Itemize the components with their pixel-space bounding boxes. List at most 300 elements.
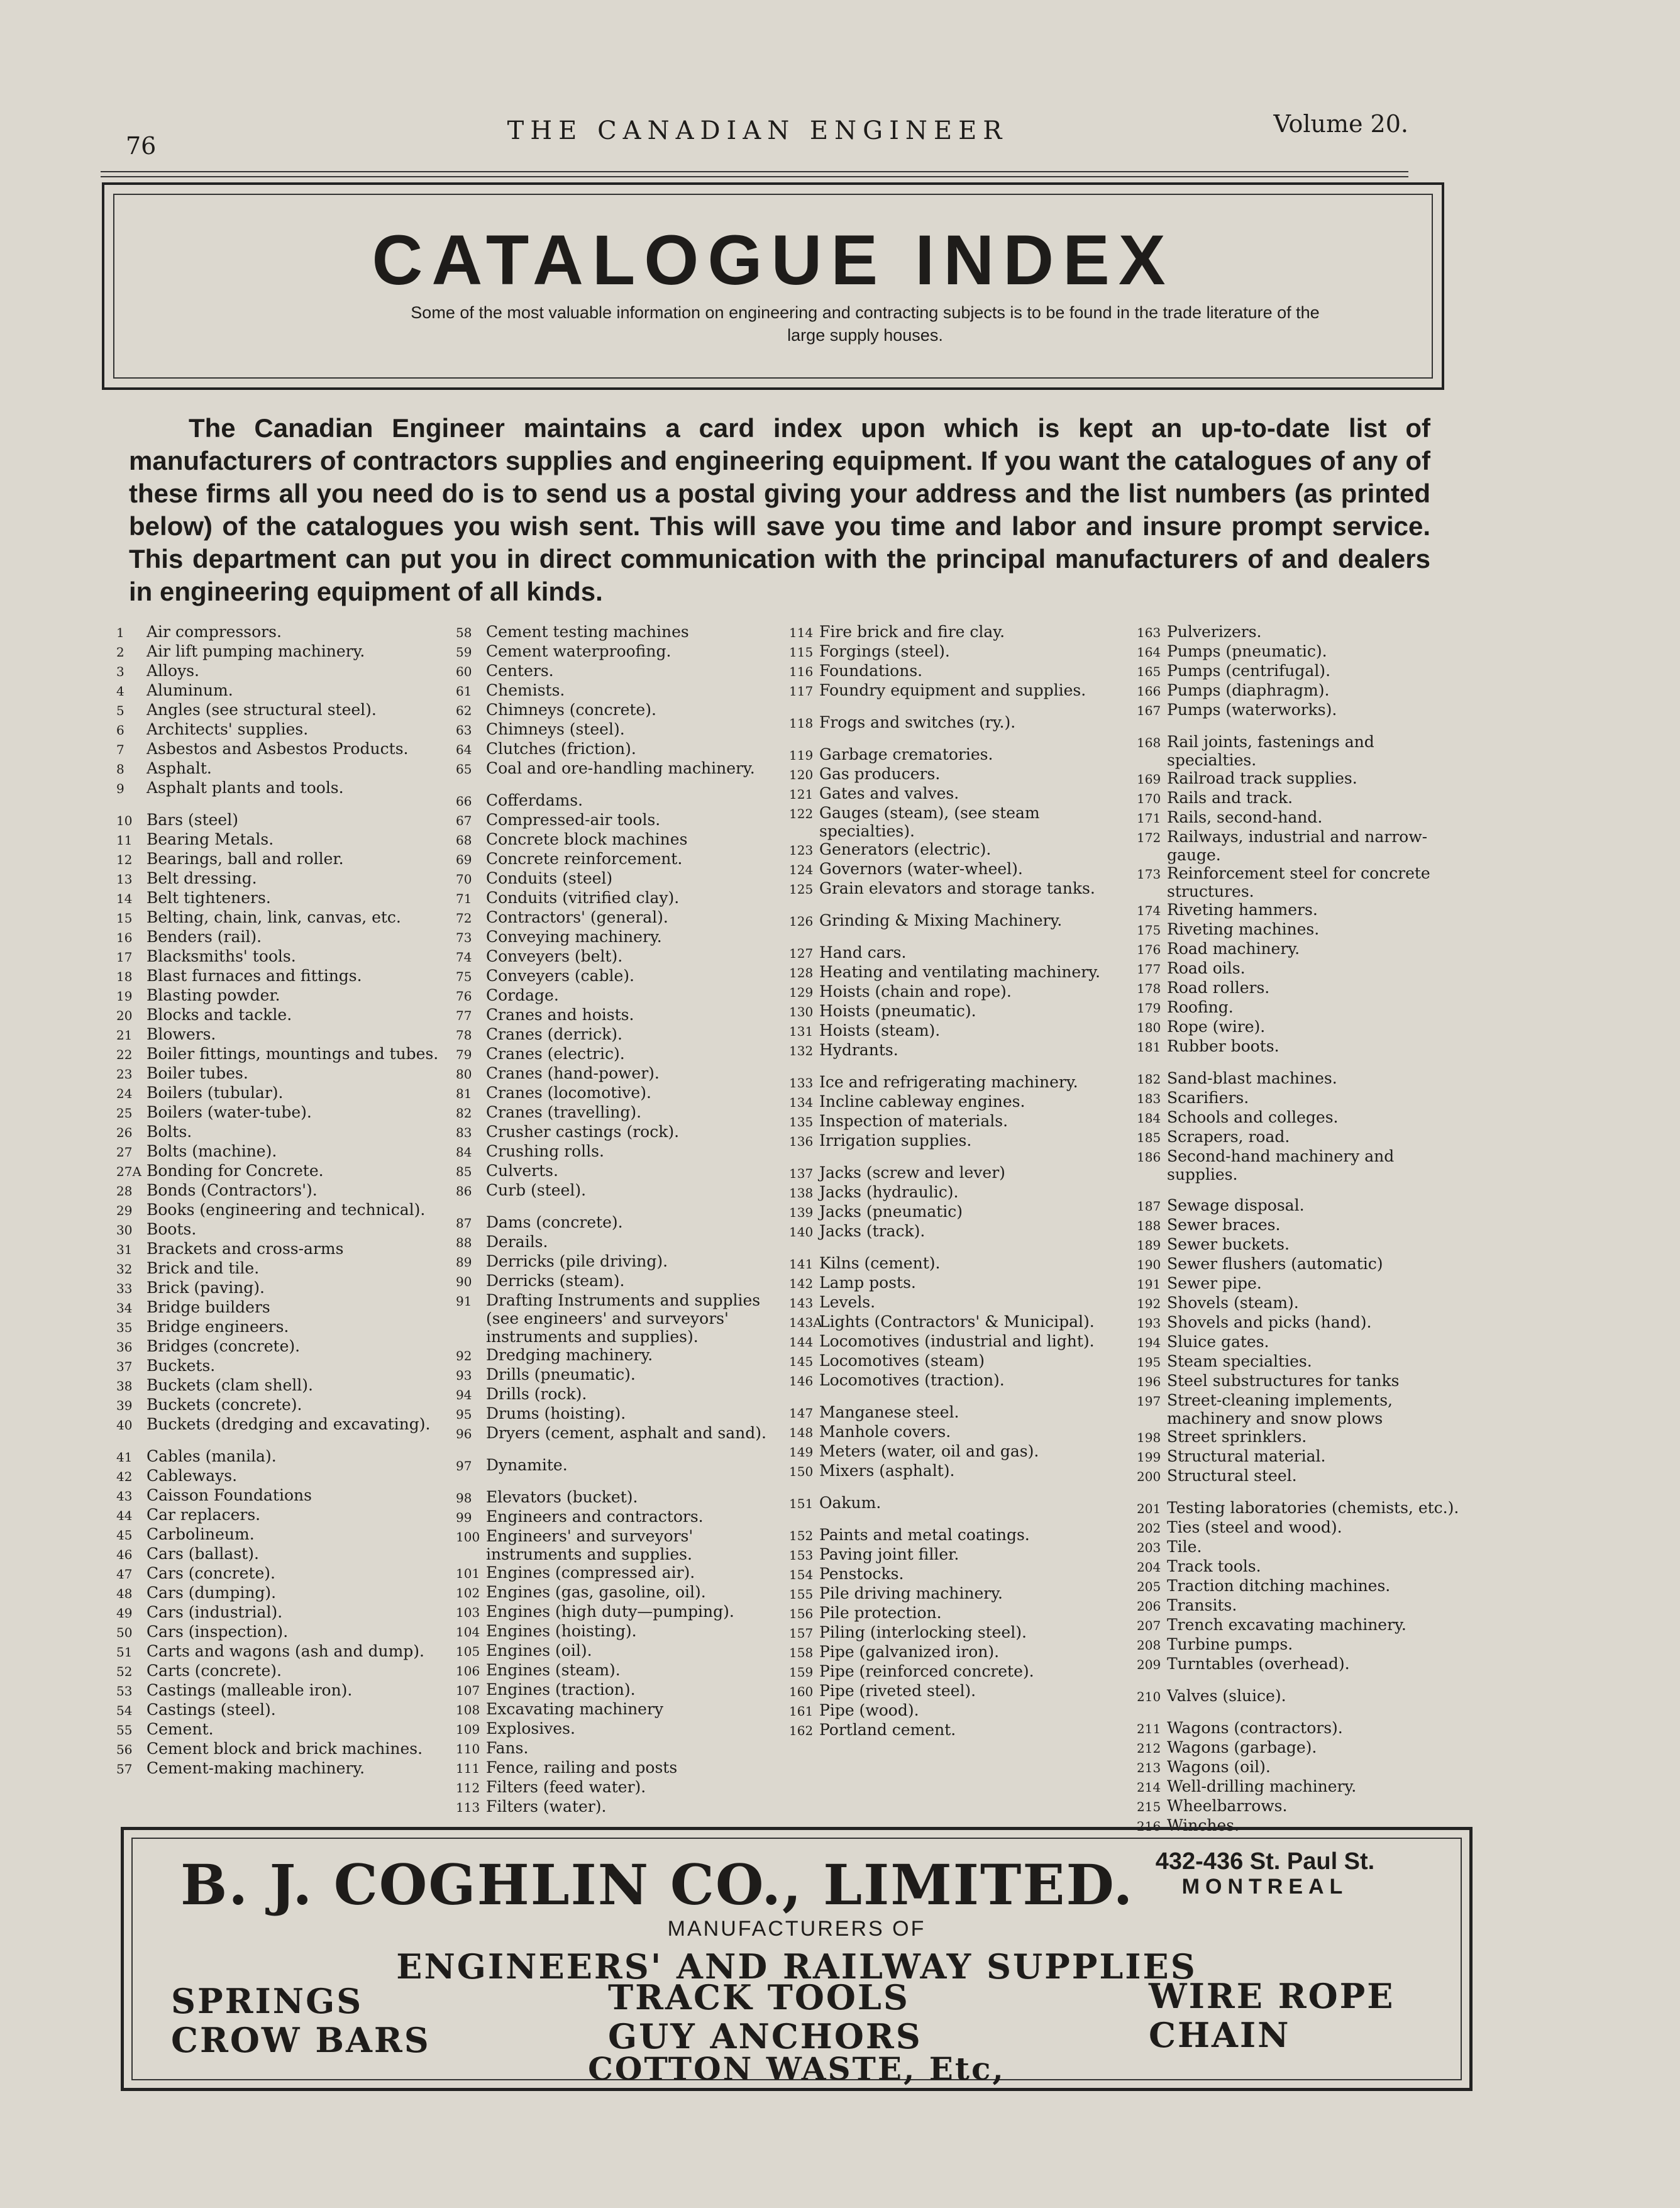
index-entry-text: Road machinery. xyxy=(1167,940,1300,958)
index-entry xyxy=(1137,1518,1464,1538)
index-entry xyxy=(456,681,783,701)
index-entry xyxy=(456,1797,783,1817)
index-entry-number: 81 xyxy=(456,1086,472,1101)
index-entry-text: Angles (see structural steel). xyxy=(146,701,377,719)
index-entry-number: 173 xyxy=(1137,867,1161,882)
index-entry-number: 149 xyxy=(789,1445,814,1460)
index-entry-number: 182 xyxy=(1137,1072,1161,1087)
index-entry-text: Brackets and cross-arms xyxy=(146,1240,344,1258)
index-entry-number: 100 xyxy=(456,1529,480,1545)
index-entry xyxy=(789,1442,1116,1462)
index-entry-text: Pipe (riveted steel). xyxy=(819,1682,976,1700)
index-entry-text: Carbolineum. xyxy=(146,1525,255,1543)
index-entry-number: 202 xyxy=(1137,1521,1161,1536)
index-entry-number: 186 xyxy=(1137,1150,1161,1165)
index-entry xyxy=(789,765,1116,784)
index-entry xyxy=(1137,920,1464,940)
index-entry-text: Derricks (pile driving). xyxy=(486,1252,668,1270)
index-entry-number: 213 xyxy=(1137,1760,1161,1775)
index-entry-text: Asphalt. xyxy=(146,759,212,777)
index-entry-text: Cars (inspection). xyxy=(146,1623,289,1641)
ad-product-track-tools: TRACK TOOLS xyxy=(608,1977,910,2017)
index-entry-number: 70 xyxy=(456,872,472,887)
index-entry-text: Gas producers. xyxy=(819,765,941,783)
index-entry xyxy=(116,1739,443,1759)
index-entry xyxy=(456,1252,783,1272)
index-entry-text: Locomotives (steam) xyxy=(819,1351,985,1370)
index-entry xyxy=(456,1291,783,1346)
index-entry xyxy=(456,701,783,720)
index-entry xyxy=(116,1084,443,1103)
index-entry xyxy=(116,1356,443,1376)
index-entry-text: Drums (hoisting). xyxy=(486,1404,626,1423)
index-entry-text: Foundry equipment and supplies. xyxy=(819,681,1086,699)
index-entry-text: Transits. xyxy=(1167,1596,1237,1614)
index-entry-number: 23 xyxy=(116,1067,133,1082)
index-entry-number: 214 xyxy=(1137,1780,1161,1795)
index-entry-number: 14 xyxy=(116,891,133,906)
index-entry xyxy=(1137,623,1464,642)
index-entry-number: 118 xyxy=(789,716,814,731)
index-entry xyxy=(456,1424,783,1443)
index-entry xyxy=(1137,1216,1464,1235)
index-entry xyxy=(789,840,1116,860)
index-entry-text: Jacks (hydraulic). xyxy=(819,1183,959,1201)
index-entry xyxy=(456,662,783,681)
index-entry xyxy=(789,1403,1116,1423)
index-entry xyxy=(1137,1235,1464,1255)
index-entry-number: 180 xyxy=(1137,1020,1161,1035)
index-entry-text: Blast furnaces and fittings. xyxy=(146,967,362,985)
index-entry xyxy=(789,879,1116,899)
index-entry xyxy=(456,811,783,830)
index-entry xyxy=(116,830,443,850)
index-entry xyxy=(456,869,783,889)
index-entry xyxy=(456,1602,783,1622)
index-entry-text: Derricks (steam). xyxy=(486,1272,625,1290)
index-entry xyxy=(789,1701,1116,1721)
index-entry-number: 215 xyxy=(1137,1799,1161,1814)
index-entry-text: Meters (water, oil and gas). xyxy=(819,1442,1039,1460)
index-entry-number: 135 xyxy=(789,1114,814,1129)
ad-manufacturers-of: MANUFACTURERS OF xyxy=(667,1917,926,1941)
index-entry xyxy=(1137,1294,1464,1313)
index-entry-text: Cars (industrial). xyxy=(146,1603,283,1621)
index-entry-text: Belt dressing. xyxy=(146,869,257,887)
index-entry-text: Wagons (garbage). xyxy=(1167,1738,1317,1756)
index-entry-text: Roofing. xyxy=(1167,998,1234,1016)
index-entry xyxy=(1137,662,1464,681)
index-entry-text: Buckets (concrete). xyxy=(146,1395,302,1414)
index-entry xyxy=(1137,1108,1464,1128)
index-entry-number: 150 xyxy=(789,1464,814,1479)
index-entry-number: 140 xyxy=(789,1224,814,1240)
index-entry-number: 153 xyxy=(789,1548,814,1563)
index-entry-text: Caisson Foundations xyxy=(146,1486,312,1504)
index-entry-text: Dredging machinery. xyxy=(486,1346,653,1364)
index-entry-text: Sewer braces. xyxy=(1167,1216,1281,1234)
index-entry xyxy=(789,1662,1116,1682)
index-entry-number: 205 xyxy=(1137,1579,1161,1594)
index-entry-text: Sand-blast machines. xyxy=(1167,1069,1337,1087)
index-entry xyxy=(456,791,783,811)
index-entry-number: 119 xyxy=(789,748,814,763)
index-entry-number: 152 xyxy=(789,1528,814,1543)
index-entry xyxy=(789,1332,1116,1351)
index-entry-text: Boilers (tubular). xyxy=(146,1084,284,1102)
index-entry-number: 59 xyxy=(456,645,472,660)
index-entry-text: Road rollers. xyxy=(1167,979,1270,997)
index-entry-number: 56 xyxy=(116,1742,133,1757)
index-entry-text: Grinding & Mixing Machinery. xyxy=(819,911,1063,929)
index-entry-text: Engines (traction). xyxy=(486,1680,636,1699)
index-entry-number: 139 xyxy=(789,1205,814,1220)
index-entry xyxy=(456,1700,783,1719)
index-entry-text: Hand cars. xyxy=(819,943,907,962)
index-entry-text: Engines (hoisting). xyxy=(486,1622,637,1640)
index-entry-text: Rubber boots. xyxy=(1167,1037,1279,1055)
index-entry-text: Valves (sluice). xyxy=(1167,1687,1286,1705)
index-entry xyxy=(789,1222,1116,1241)
index-entry xyxy=(456,1084,783,1103)
index-entry-text: Levels. xyxy=(819,1293,876,1311)
index-entry xyxy=(1137,940,1464,959)
index-entry-text: Structural material. xyxy=(1167,1447,1326,1465)
index-entry-text: Excavating machinery xyxy=(486,1700,664,1718)
index-entry-text: Railways, industrial and narrow-gauge. xyxy=(1167,828,1428,864)
index-entry-number: 141 xyxy=(789,1257,814,1272)
index-entry xyxy=(116,662,443,681)
index-entry-number: 75 xyxy=(456,969,472,984)
index-entry xyxy=(789,1565,1116,1584)
index-entry-text: Cranes and hoists. xyxy=(486,1006,634,1024)
index-entry xyxy=(789,1073,1116,1092)
index-entry-number: 71 xyxy=(456,891,472,906)
index-entry xyxy=(116,1642,443,1662)
index-entry-text: Tile. xyxy=(1167,1538,1202,1556)
index-entry-number: 34 xyxy=(116,1301,133,1316)
index-entry-number: 91 xyxy=(456,1294,472,1309)
index-entry-text: Pipe (wood). xyxy=(819,1701,919,1719)
index-entry-text: Bolts. xyxy=(146,1123,192,1141)
index-entry-text: Lamp posts. xyxy=(819,1273,916,1292)
index-entry xyxy=(789,745,1116,765)
page-header xyxy=(94,107,1421,160)
index-entry xyxy=(116,779,443,798)
index-entry-number: 154 xyxy=(789,1567,814,1582)
index-entry-text: Scarifiers. xyxy=(1167,1089,1249,1107)
index-entry xyxy=(116,986,443,1006)
index-entry xyxy=(456,1142,783,1162)
index-entry xyxy=(456,928,783,947)
index-entry xyxy=(1137,1313,1464,1333)
index-entry xyxy=(116,850,443,869)
index-entry-text: Locomotives (traction). xyxy=(819,1371,1005,1389)
index-entry xyxy=(1137,1128,1464,1147)
index-entry-number: 145 xyxy=(789,1354,814,1369)
index-entry xyxy=(116,1337,443,1356)
index-entry xyxy=(1137,1018,1464,1037)
index-entry xyxy=(456,1661,783,1680)
index-entry xyxy=(789,1584,1116,1604)
index-entry-number: 110 xyxy=(456,1741,480,1756)
index-entry-text: Lights (Contractors' & Municipal). xyxy=(819,1312,1095,1331)
index-entry-number: 83 xyxy=(456,1125,472,1140)
index-entry-text: Chimneys (steel). xyxy=(486,720,625,738)
index-entry-number: 86 xyxy=(456,1184,472,1199)
index-entry-text: Chimneys (concrete). xyxy=(486,701,656,719)
index-entry-number: 142 xyxy=(789,1276,814,1291)
index-entry-number: 172 xyxy=(1137,830,1161,845)
index-entry xyxy=(789,1462,1116,1481)
index-entry-text: Boilers (water-tube). xyxy=(146,1103,312,1121)
index-entry xyxy=(116,1006,443,1025)
index-entry-number: 17 xyxy=(116,950,133,965)
index-entry xyxy=(456,850,783,869)
index-entry-text: Generators (electric). xyxy=(819,840,992,858)
index-entry-text: Fence, railing and posts xyxy=(486,1758,678,1777)
index-entry-number: 212 xyxy=(1137,1741,1161,1756)
index-entry-text: Compressed-air tools. xyxy=(486,811,661,829)
index-entry-text: Engineers' and surveyors' instruments and supplies. xyxy=(486,1527,694,1563)
index-entry xyxy=(789,1526,1116,1545)
index-entry-text: Gauges (steam), (see steam specialties). xyxy=(819,804,1040,840)
index-column-2 xyxy=(456,623,783,1817)
index-entry-text: Bolts (machine). xyxy=(146,1142,277,1160)
index-entry-number: 181 xyxy=(1137,1040,1161,1055)
index-entry-text: Brick and tile. xyxy=(146,1259,260,1277)
index-entry xyxy=(789,1351,1116,1371)
index-entry-text: Street sprinklers. xyxy=(1167,1428,1307,1446)
ad-headline: ENGINEERS' AND RAILWAY SUPPLIES xyxy=(396,1946,1197,1987)
index-entry-text: Turbine pumps. xyxy=(1167,1635,1293,1653)
index-entry-number: 136 xyxy=(789,1134,814,1149)
index-entry-number: 143A xyxy=(789,1315,822,1330)
index-entry xyxy=(1137,1777,1464,1797)
index-entry xyxy=(1137,1719,1464,1738)
index-entry-text: Riveting machines. xyxy=(1167,920,1320,938)
index-entry-text: Drills (pneumatic). xyxy=(486,1365,636,1384)
index-entry xyxy=(456,1719,783,1739)
index-entry-number: 128 xyxy=(789,965,814,980)
page-subtitle: Some of the most valuable information on engineering and contracting subjects is to be found in the trade literature of the large supply houses. xyxy=(411,303,1320,345)
index-entry-number: 2 xyxy=(116,645,124,660)
index-entry xyxy=(116,1162,443,1181)
index-entry-number: 184 xyxy=(1137,1111,1161,1126)
index-entry xyxy=(116,740,443,759)
index-entry xyxy=(116,1700,443,1720)
index-entry-number: 46 xyxy=(116,1547,133,1562)
index-entry-number: 5 xyxy=(116,703,124,718)
index-entry xyxy=(789,642,1116,662)
index-entry xyxy=(1137,1037,1464,1057)
index-entry xyxy=(116,642,443,662)
index-entry-number: 168 xyxy=(1137,735,1161,750)
index-entry-text: Culverts. xyxy=(486,1162,558,1180)
index-entry-text: Jacks (screw and lever) xyxy=(819,1163,1005,1182)
index-entry-number: 187 xyxy=(1137,1199,1161,1214)
index-entry-text: Coal and ore-handling machinery. xyxy=(486,759,755,777)
index-entry-text: Turntables (overhead). xyxy=(1167,1655,1350,1673)
header-rule-second xyxy=(101,176,1408,177)
index-entry-text: Boots. xyxy=(146,1220,197,1238)
index-entry xyxy=(789,784,1116,804)
index-entry-number: 52 xyxy=(116,1664,133,1679)
index-entry-number: 170 xyxy=(1137,791,1161,806)
ad-product-crow-bars: CROW BARS xyxy=(171,2020,431,2060)
index-entry xyxy=(116,759,443,779)
index-entry xyxy=(789,1254,1116,1273)
index-entry-text: Conduits (steel) xyxy=(486,869,613,887)
index-entry xyxy=(1137,681,1464,701)
index-entry xyxy=(1137,1372,1464,1391)
index-entry-number: 1 xyxy=(116,625,124,640)
index-entry-number: 47 xyxy=(116,1567,133,1582)
index-entry-text: Bonds (Contractors'). xyxy=(146,1181,318,1199)
index-entry-text: Conveyers (belt). xyxy=(486,947,623,965)
index-entry-text: Cement-making machinery. xyxy=(146,1759,365,1777)
index-entry xyxy=(456,1006,783,1025)
index-entry-number: 18 xyxy=(116,969,133,984)
index-entry-number: 60 xyxy=(456,664,472,679)
index-entry-text: Drafting Instruments and supplies (see engineers' and surveyors' instruments and supplies). xyxy=(486,1291,761,1346)
index-entry-text: Ice and refrigerating machinery. xyxy=(819,1073,1078,1091)
index-entry-text: Frogs and switches (ry.). xyxy=(819,713,1016,731)
index-entry xyxy=(789,1623,1116,1643)
index-entry-number: 30 xyxy=(116,1223,133,1238)
index-entry-text: Pulverizers. xyxy=(1167,623,1262,641)
index-entry-text: Portland cement. xyxy=(819,1721,956,1739)
index-entry xyxy=(789,681,1116,701)
index-entry-number: 146 xyxy=(789,1373,814,1389)
index-entry xyxy=(789,963,1116,982)
index-entry-number: 50 xyxy=(116,1625,133,1640)
index-entry-number: 78 xyxy=(456,1028,472,1043)
advertisement xyxy=(121,1827,1473,2091)
index-entry xyxy=(789,623,1116,642)
index-entry-number: 22 xyxy=(116,1047,133,1062)
index-entry-text: Wagons (oil). xyxy=(1167,1758,1271,1776)
index-entry-number: 115 xyxy=(789,645,814,660)
index-entry xyxy=(116,1376,443,1395)
index-entry xyxy=(1137,901,1464,920)
index-entry-number: 54 xyxy=(116,1703,133,1718)
index-entry xyxy=(1137,1616,1464,1635)
index-entry xyxy=(116,1318,443,1337)
index-entry-number: 117 xyxy=(789,684,814,699)
index-entry-text: Hoists (pneumatic). xyxy=(819,1002,976,1020)
index-entry-number: 49 xyxy=(116,1606,133,1621)
index-entry-number: 84 xyxy=(456,1145,472,1160)
index-entry-text: Bridges (concrete). xyxy=(146,1337,301,1355)
index-entry-number: 148 xyxy=(789,1425,814,1440)
index-entry xyxy=(789,1202,1116,1222)
index-entry-number: 162 xyxy=(789,1723,814,1738)
index-entry-number: 6 xyxy=(116,723,124,738)
index-entry xyxy=(116,1486,443,1506)
index-entry-number: 58 xyxy=(456,625,472,640)
index-entry-number: 207 xyxy=(1137,1618,1161,1633)
index-entry-text: Paints and metal coatings. xyxy=(819,1526,1030,1544)
index-entry-text: Heating and ventilating machinery. xyxy=(819,963,1100,981)
index-entry-text: Buckets (clam shell). xyxy=(146,1376,313,1394)
index-entry-number: 164 xyxy=(1137,645,1161,660)
index-entry xyxy=(116,908,443,928)
index-entry-text: Cables (manila). xyxy=(146,1447,277,1465)
index-entry-number: 90 xyxy=(456,1274,472,1289)
index-entry-number: 33 xyxy=(116,1281,133,1296)
index-entry-text: Paving joint filler. xyxy=(819,1545,959,1563)
index-entry-text: Cement. xyxy=(146,1720,214,1738)
index-entry-text: Cranes (hand-power). xyxy=(486,1064,660,1082)
index-entry xyxy=(456,1025,783,1045)
index-entry xyxy=(456,908,783,928)
index-entry-text: Centers. xyxy=(486,662,554,680)
index-entry-number: 40 xyxy=(116,1417,133,1433)
index-entry-text: Wagons (contractors). xyxy=(1167,1719,1343,1737)
index-entry-text: Cranes (derrick). xyxy=(486,1025,622,1043)
index-entry xyxy=(456,720,783,740)
index-entry xyxy=(789,1312,1116,1332)
index-entry-number: 79 xyxy=(456,1047,472,1062)
index-entry-text: Cranes (electric). xyxy=(486,1045,625,1063)
index-entry xyxy=(116,1623,443,1642)
index-entry-text: Contractors' (general). xyxy=(486,908,668,926)
index-entry-number: 19 xyxy=(116,989,133,1004)
index-entry xyxy=(1137,1447,1464,1467)
index-entry-number: 88 xyxy=(456,1235,472,1250)
index-entry-text: Dams (concrete). xyxy=(486,1213,623,1231)
index-entry xyxy=(1137,979,1464,998)
index-entry-text: Castings (steel). xyxy=(146,1700,276,1719)
index-entry-text: Jacks (pneumatic) xyxy=(819,1202,963,1221)
index-entry-text: Blocks and tackle. xyxy=(146,1006,292,1024)
index-entry-text: Asbestos and Asbestos Products. xyxy=(146,740,409,758)
index-entry-number: 198 xyxy=(1137,1430,1161,1445)
index-entry xyxy=(789,1643,1116,1662)
index-entry-number: 122 xyxy=(789,806,814,821)
index-entry-number: 37 xyxy=(116,1359,133,1374)
index-entry-text: Testing laboratories (chemists, etc.). xyxy=(1167,1499,1459,1517)
index-entry-number: 99 xyxy=(456,1510,472,1525)
intro-paragraph: The Canadian Engineer maintains a card index upon which is kept an up-to-date list of manufacturers of contractors supplies and engineering equipment. If you want the catalogues of any of these firms all you need do is to send us a postal giving your address and the list numbers (as printed below) of the catalogues you wish sent. This will save you time and labor and insure prompt service. This department can put you in direct communication with the principal manufacturers of and dealers in engineering equipment of all kinds. xyxy=(129,413,1430,606)
index-entry xyxy=(1137,1538,1464,1557)
index-entry-text: Structural steel. xyxy=(1167,1467,1297,1485)
index-entry-number: 127 xyxy=(789,946,814,961)
index-entry-number: 7 xyxy=(116,742,124,757)
index-entry-text: Conduits (vitrified clay). xyxy=(486,889,680,907)
index-entry-number: 43 xyxy=(116,1489,133,1504)
index-entry-text: Engines (steam). xyxy=(486,1661,621,1679)
index-entry-text: Cordage. xyxy=(486,986,559,1004)
index-entry-number: 28 xyxy=(116,1184,133,1199)
index-entry xyxy=(116,720,443,740)
index-entry-text: Forgings (steel). xyxy=(819,642,950,660)
index-entry xyxy=(1137,1147,1464,1184)
index-entry-number: 191 xyxy=(1137,1277,1161,1292)
index-entry-number: 87 xyxy=(456,1216,472,1231)
index-entry-number: 25 xyxy=(116,1106,133,1121)
index-entry xyxy=(456,1233,783,1252)
index-entry-text: Boiler fittings, mountings and tubes. xyxy=(146,1045,439,1063)
index-entry-number: 144 xyxy=(789,1334,814,1350)
index-entry xyxy=(1137,1352,1464,1372)
index-entry-text: Drills (rock). xyxy=(486,1385,587,1403)
index-entry-number: 35 xyxy=(116,1320,133,1335)
index-entry-text: Hoists (chain and rope). xyxy=(819,982,1012,1001)
index-entry xyxy=(456,1622,783,1641)
index-entry xyxy=(1137,701,1464,720)
